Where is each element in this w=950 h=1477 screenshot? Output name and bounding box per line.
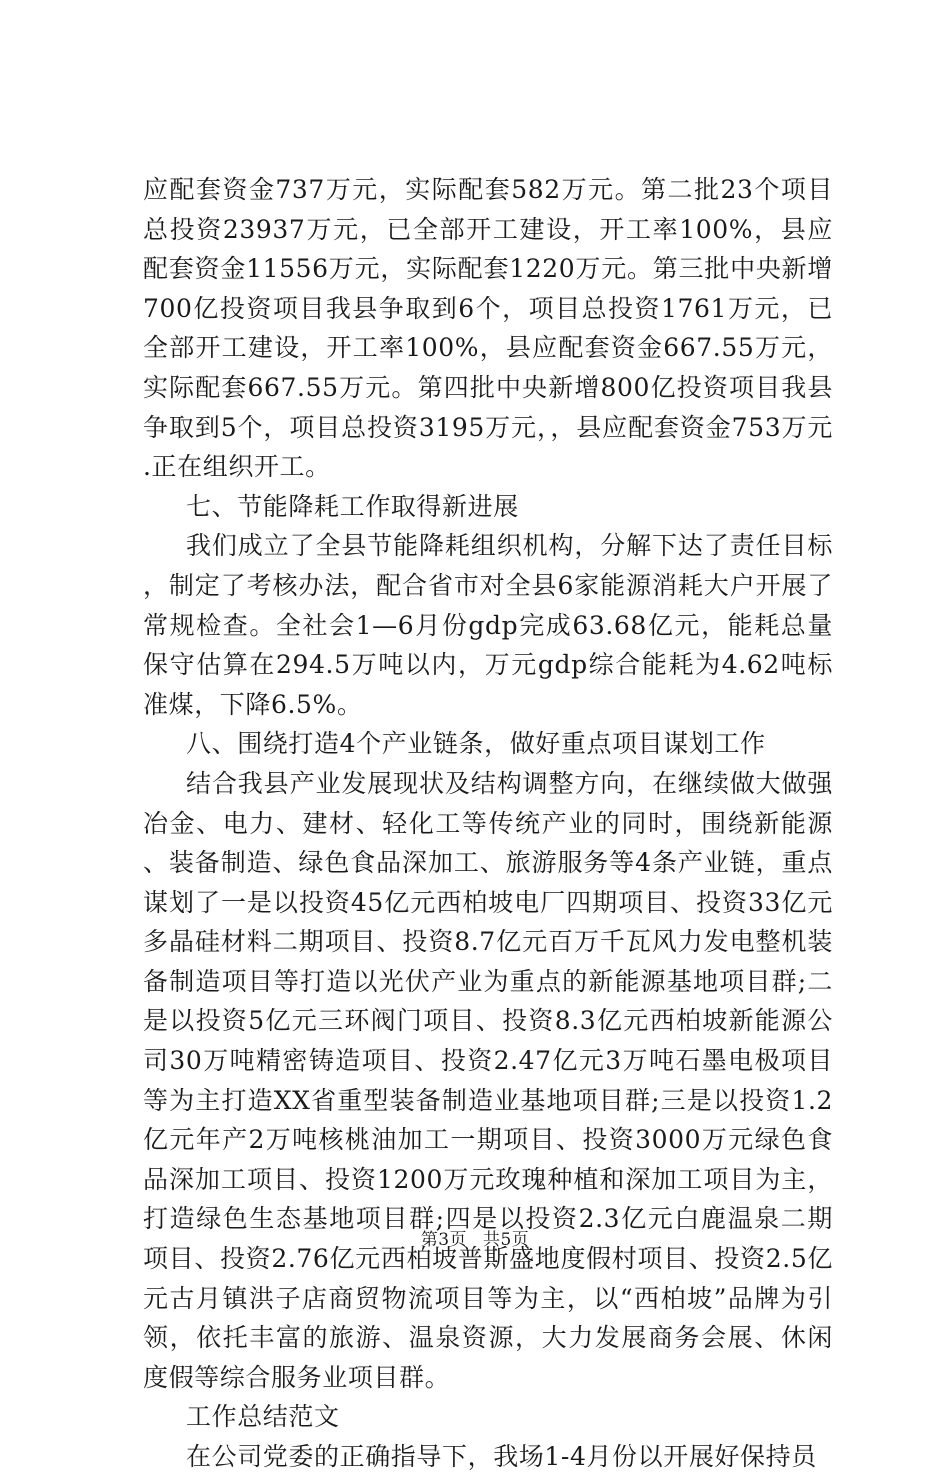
section-heading-8: 八、围绕打造4个产业链条，做好重点项目谋划工作 bbox=[186, 729, 766, 759]
document-body bbox=[143, 170, 833, 1477]
paragraph-industry-chains: 结合我县产业发展现状及结构调整方向，在继续做大做强冶金、电力、建材、轻化工等传统产业的同时，围绕新能源、装备制造、绿色食品深加工、旅游服务等4条产业链，重点谋划了一是以投资45亿元西柏坡电厂四期项目、投资33亿元多晶硅材料二期项目、投资8.7亿元百万千瓦风力发电整机装备制造项目等打造以光伏产业为重点的新能源基地项目群;二是以投资5亿元三环阀门项目、投资8.3亿元西柏坡新能源公司30万吨精密铸造项目、投资2.47亿元3万吨石墨电极项目等为主打造XX省重型装备制造业基地项目群;三是以投资1.2亿元年产2万吨核桃油加工一期项目、投资3000万元绿色食品深加工项目、投资1200万元玫瑰种植和深加工项目为主，打造绿色生态基地项目群;四是以投资2.3亿元白鹿温泉二期项目、投资2.76亿元西柏坡普斯盛地度假村项目、投资2.5亿元古月镇洪子店商贸物流项目等为主，以“西柏坡”品牌为引领，依托丰富的旅游、温泉资源，大力发展商务会展、休闲度假等综合服务业项目群。 bbox=[143, 768, 833, 1392]
page-total: 共5页 bbox=[482, 1230, 530, 1250]
page-footer bbox=[0, 1225, 950, 1250]
paragraph-energy-saving: 我们成立了全县节能降耗组织机构，分解下达了责任目标，制定了考核办法，配合省市对全县6家能源消耗大户开展了常规检查。全社会1—6月份gdp完成63.68亿元，能耗总量保守估算在294.5万吨以内，万元gdp综合能耗为4.62吨标准煤，下降6.5%。 bbox=[143, 531, 833, 719]
section-heading-7: 七、节能降耗工作取得新进展 bbox=[186, 491, 519, 521]
paragraph-summary-start: 在公司党委的正确指导下，我场1-4月份以开展好保持员 bbox=[186, 1442, 817, 1471]
paragraph-continuation: 应配套资金737万元，实际配套582万元。第二批23个项目总投资23937万元，已全部开工建设，开工率100%，县应配套资金11556万元，实际配套1220万元。第三批中央新增700亿投资项目我县争取到6个，项目总投资1761万元，已全部开工建设，开工率100%，县应配套资金667.55万元，实际配套667.55万元。第四批中央新增800亿投资项目我县争取到5个，项目总投资3195万元，，县应配套资金753万元.正在组织开工。 bbox=[143, 175, 833, 482]
section-heading-summary: 工作总结范文 bbox=[186, 1402, 340, 1432]
page-number: 第3页 bbox=[420, 1230, 468, 1250]
